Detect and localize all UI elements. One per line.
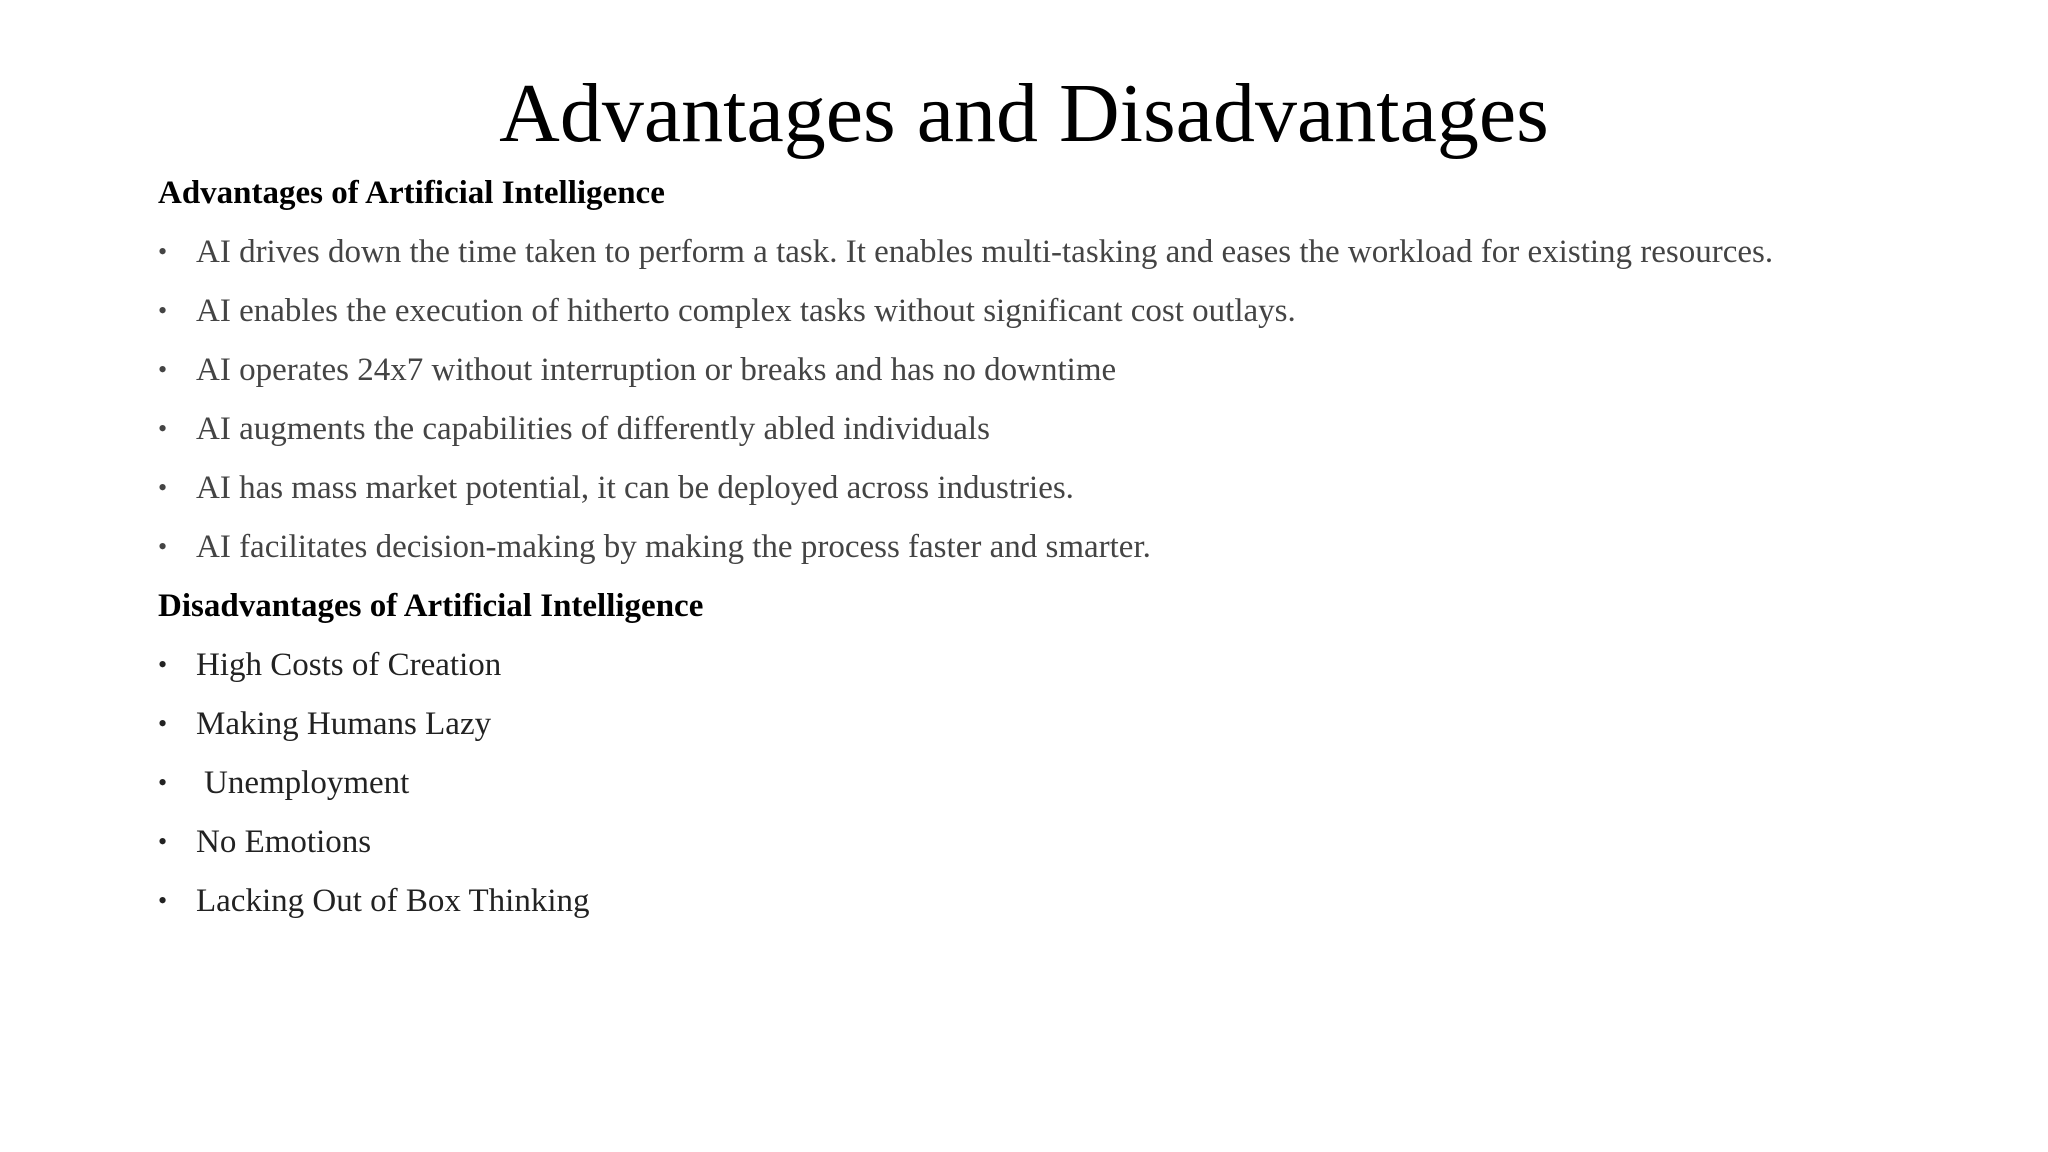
list-item-text: Lacking Out of Box Thinking <box>196 883 590 919</box>
bullet-icon: • <box>158 237 168 266</box>
list-item <box>158 821 1998 880</box>
list-item-text: High Costs of Creation <box>196 647 502 683</box>
list-item-text: Unemployment <box>204 765 410 801</box>
bullet-icon: • <box>158 414 168 443</box>
list-item-text: AI has mass market potential, it can be deployed across industries. <box>196 470 1074 506</box>
list-item <box>158 762 1998 821</box>
list-item <box>158 703 1998 762</box>
list-item-text: No Emotions <box>196 824 372 860</box>
list-item <box>158 880 1998 939</box>
list-item <box>158 526 1998 585</box>
bullet-icon: • <box>158 355 168 384</box>
list-item <box>158 290 1998 349</box>
list-item-text: AI augments the capabilities of differently abled individuals <box>196 411 990 447</box>
advantages-list <box>158 231 1998 585</box>
list-item-text: AI enables the execution of hitherto complex tasks without significant cost outlays. <box>196 293 1296 329</box>
bullet-icon: • <box>158 532 168 561</box>
list-item <box>158 408 1998 467</box>
list-item-text: AI facilitates decision-making by making the process faster and smarter. <box>196 529 1151 565</box>
list-item <box>158 644 1998 703</box>
bullet-icon: • <box>158 473 168 502</box>
list-item <box>158 467 1998 526</box>
disadvantages-heading: Disadvantages of Artificial Intelligence <box>158 588 704 624</box>
slide-title: Advantages and Disadvantages <box>499 67 1549 160</box>
list-item <box>158 349 1998 408</box>
list-item-text: AI drives down the time taken to perform a task. It enables multi-tasking and eases the workload for existing resources. <box>196 234 1774 270</box>
list-item-text: AI operates 24x7 without interruption or breaks and has no downtime <box>196 352 1117 388</box>
slide-content <box>158 172 1998 939</box>
bullet-icon: • <box>158 827 168 856</box>
bullet-icon: • <box>158 768 168 797</box>
list-item-text: Making Humans Lazy <box>196 706 492 742</box>
disadvantages-list <box>158 644 1998 939</box>
list-item <box>158 231 1998 290</box>
bullet-icon: • <box>158 709 168 738</box>
bullet-icon: • <box>158 886 168 915</box>
bullet-icon: • <box>158 296 168 325</box>
advantages-heading: Advantages of Artificial Intelligence <box>158 175 665 211</box>
bullet-icon: • <box>158 650 168 679</box>
